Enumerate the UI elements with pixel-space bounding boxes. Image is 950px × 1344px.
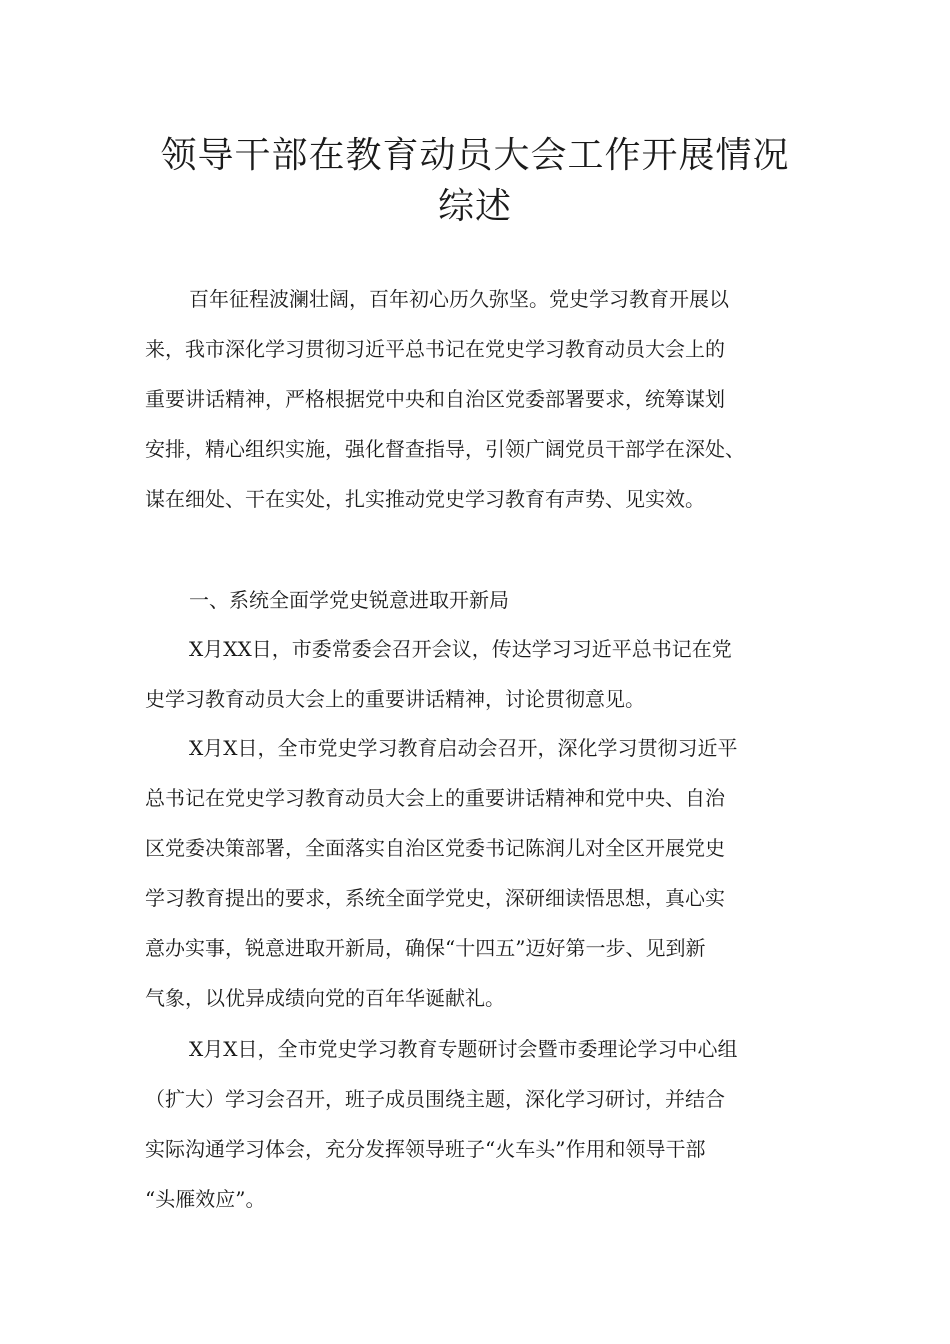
- para3-line-4: “头雁效应”。: [145, 1187, 266, 1211]
- section-1-heading-block: [145, 575, 825, 625]
- paragraph-2: [145, 723, 825, 1023]
- intro-line-3: 重要讲话精神，严格根据党中央和自治区党委部署要求，统筹谋划: [145, 387, 725, 411]
- para2-line-2: 总书记在党史学习教育动员大会上的重要讲话精神和党中央、自治: [145, 786, 725, 810]
- para3-line-3: 实际沟通学习体会，充分发挥领导班子“火车头”作用和领导干部: [145, 1137, 706, 1161]
- para1-line-1: X月XX日，市委常委会召开会议，传达学习习近平总书记在党: [189, 637, 732, 661]
- para3-line-1: X月X日，全市党史学习教育专题研讨会暨市委理论学习中心组: [189, 1037, 738, 1061]
- intro-line-2: 来，我市深化学习贯彻习近平总书记在党史学习教育动员大会上的: [145, 337, 725, 361]
- paragraph-1: [145, 624, 825, 724]
- paragraph-3: [145, 1024, 825, 1224]
- para1-line-2: 史学习教育动员大会上的重要讲话精神，讨论贯彻意见。: [145, 687, 645, 711]
- intro-line-4: 安排，精心组织实施，强化督查指导，引领广阔党员干部学在深处、: [145, 437, 745, 461]
- intro-line-1: 百年征程波澜壮阔，百年初心历久弥坚。党史学习教育开展以: [189, 287, 729, 311]
- document-title-line-1: 领导干部在教育动员大会工作开展情况: [160, 135, 790, 176]
- document-title-line-2: 综述: [437, 186, 512, 227]
- intro-line-5: 谋在细处、干在实处，扎实推动党史学习教育有声势、见实效。: [145, 487, 705, 511]
- intro-paragraph: [145, 274, 825, 524]
- section-1-heading: 一、系统全面学党史锐意进取开新局: [189, 588, 509, 612]
- para3-line-2: （扩大）学习会召开，班子成员围绕主题，深化学习研讨，并结合: [145, 1087, 725, 1111]
- para2-line-5: 意办实事，锐意进取开新局，确保“十四五”迈好第一步、见到新: [145, 936, 706, 960]
- para2-line-3: 区党委决策部署，全面落实自治区党委书记陈润儿对全区开展党史: [145, 836, 725, 860]
- para2-line-1: X月X日，全市党史学习教育启动会召开，深化学习贯彻习近平: [189, 736, 738, 760]
- para2-line-6: 气象，以优异成绩向党的百年华诞献礼。: [145, 986, 505, 1010]
- para2-line-4: 学习教育提出的要求，系统全面学党史，深研细读悟思想，真心实: [145, 886, 725, 910]
